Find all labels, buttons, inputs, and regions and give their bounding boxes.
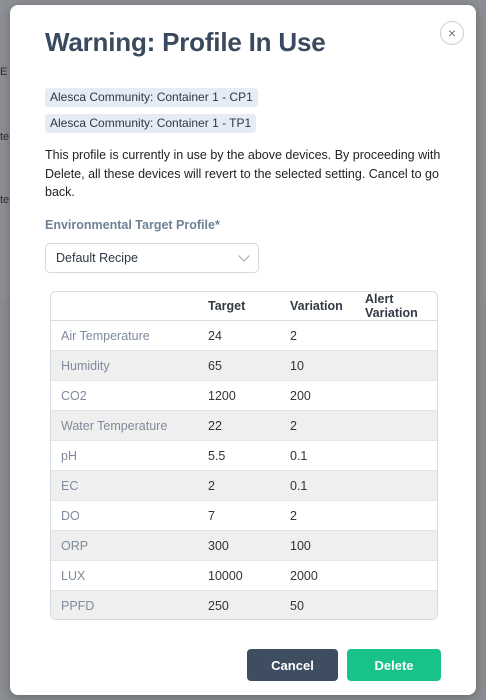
close-button[interactable] — [440, 21, 464, 45]
row-target: 2 — [198, 471, 280, 501]
profile-select[interactable] — [45, 243, 259, 273]
background-text-fragment: te — [0, 194, 10, 206]
table-row — [51, 501, 437, 531]
row-alert-variation — [363, 351, 437, 381]
row-target: 250 — [198, 591, 280, 621]
table-row — [51, 381, 437, 411]
column-header-alert-variation: Alert Variation — [363, 292, 437, 321]
column-header-variation: Variation — [280, 292, 363, 321]
row-parameter: Water Temperature — [51, 411, 198, 441]
row-variation: 0.1 — [280, 441, 363, 471]
row-variation: 10 — [280, 351, 363, 381]
row-variation: 2 — [280, 501, 363, 531]
row-variation: 0.1 — [280, 471, 363, 501]
row-target: 10000 — [198, 561, 280, 591]
chevron-down-icon — [238, 250, 249, 261]
row-alert-variation — [363, 441, 437, 471]
table-header-row — [51, 292, 437, 321]
row-alert-variation — [363, 591, 437, 621]
row-variation: 2000 — [280, 561, 363, 591]
row-alert-variation — [363, 321, 437, 351]
row-parameter: ORP — [51, 531, 198, 561]
table-row — [51, 591, 437, 621]
profile-select-value: Default Recipe — [56, 251, 138, 265]
table-row — [51, 351, 437, 381]
background-text-fragment: E — [0, 66, 8, 78]
column-header-parameter — [51, 292, 198, 321]
row-alert-variation — [363, 561, 437, 591]
row-alert-variation — [363, 501, 437, 531]
row-parameter: PPFD — [51, 591, 198, 621]
table-row — [51, 471, 437, 501]
row-target: 22 — [198, 411, 280, 441]
row-variation: 2 — [280, 411, 363, 441]
row-variation: 100 — [280, 531, 363, 561]
warning-description: This profile is currently in use by the above devices. By proceeding with Delete, all these devices will revert to the selected setting. Cancel to go back. — [45, 148, 441, 199]
device-chip: Alesca Community: Container 1 - TP1 — [45, 114, 256, 133]
row-parameter: LUX — [51, 561, 198, 591]
modal-title: Warning: Profile In Use — [45, 27, 326, 57]
row-alert-variation — [363, 471, 437, 501]
profile-table — [50, 291, 438, 620]
row-variation: 2 — [280, 321, 363, 351]
row-alert-variation — [363, 531, 437, 561]
background-text-fragment: te — [0, 131, 10, 143]
row-parameter: Air Temperature — [51, 321, 198, 351]
warning-modal — [10, 5, 476, 695]
row-target: 65 — [198, 351, 280, 381]
row-target: 1200 — [198, 381, 280, 411]
row-alert-variation — [363, 381, 437, 411]
row-target: 5.5 — [198, 441, 280, 471]
close-icon: × — [447, 25, 457, 41]
device-chip: Alesca Community: Container 1 - CP1 — [45, 88, 258, 107]
delete-button[interactable]: Delete — [347, 649, 441, 681]
row-target: 24 — [198, 321, 280, 351]
row-variation: 50 — [280, 591, 363, 621]
row-variation: 200 — [280, 381, 363, 411]
table-row — [51, 411, 437, 441]
row-parameter: DO — [51, 501, 198, 531]
table-row — [51, 321, 437, 351]
row-parameter: pH — [51, 441, 198, 471]
profile-field-label: Environmental Target Profile* — [45, 218, 220, 232]
table-row — [51, 561, 437, 591]
row-parameter: Humidity — [51, 351, 198, 381]
column-header-target: Target — [198, 292, 280, 321]
row-target: 7 — [198, 501, 280, 531]
table-row — [51, 441, 437, 471]
row-parameter: CO2 — [51, 381, 198, 411]
row-alert-variation — [363, 411, 437, 441]
row-target: 300 — [198, 531, 280, 561]
table-row — [51, 531, 437, 561]
cancel-button[interactable]: Cancel — [247, 649, 338, 681]
row-parameter: EC — [51, 471, 198, 501]
